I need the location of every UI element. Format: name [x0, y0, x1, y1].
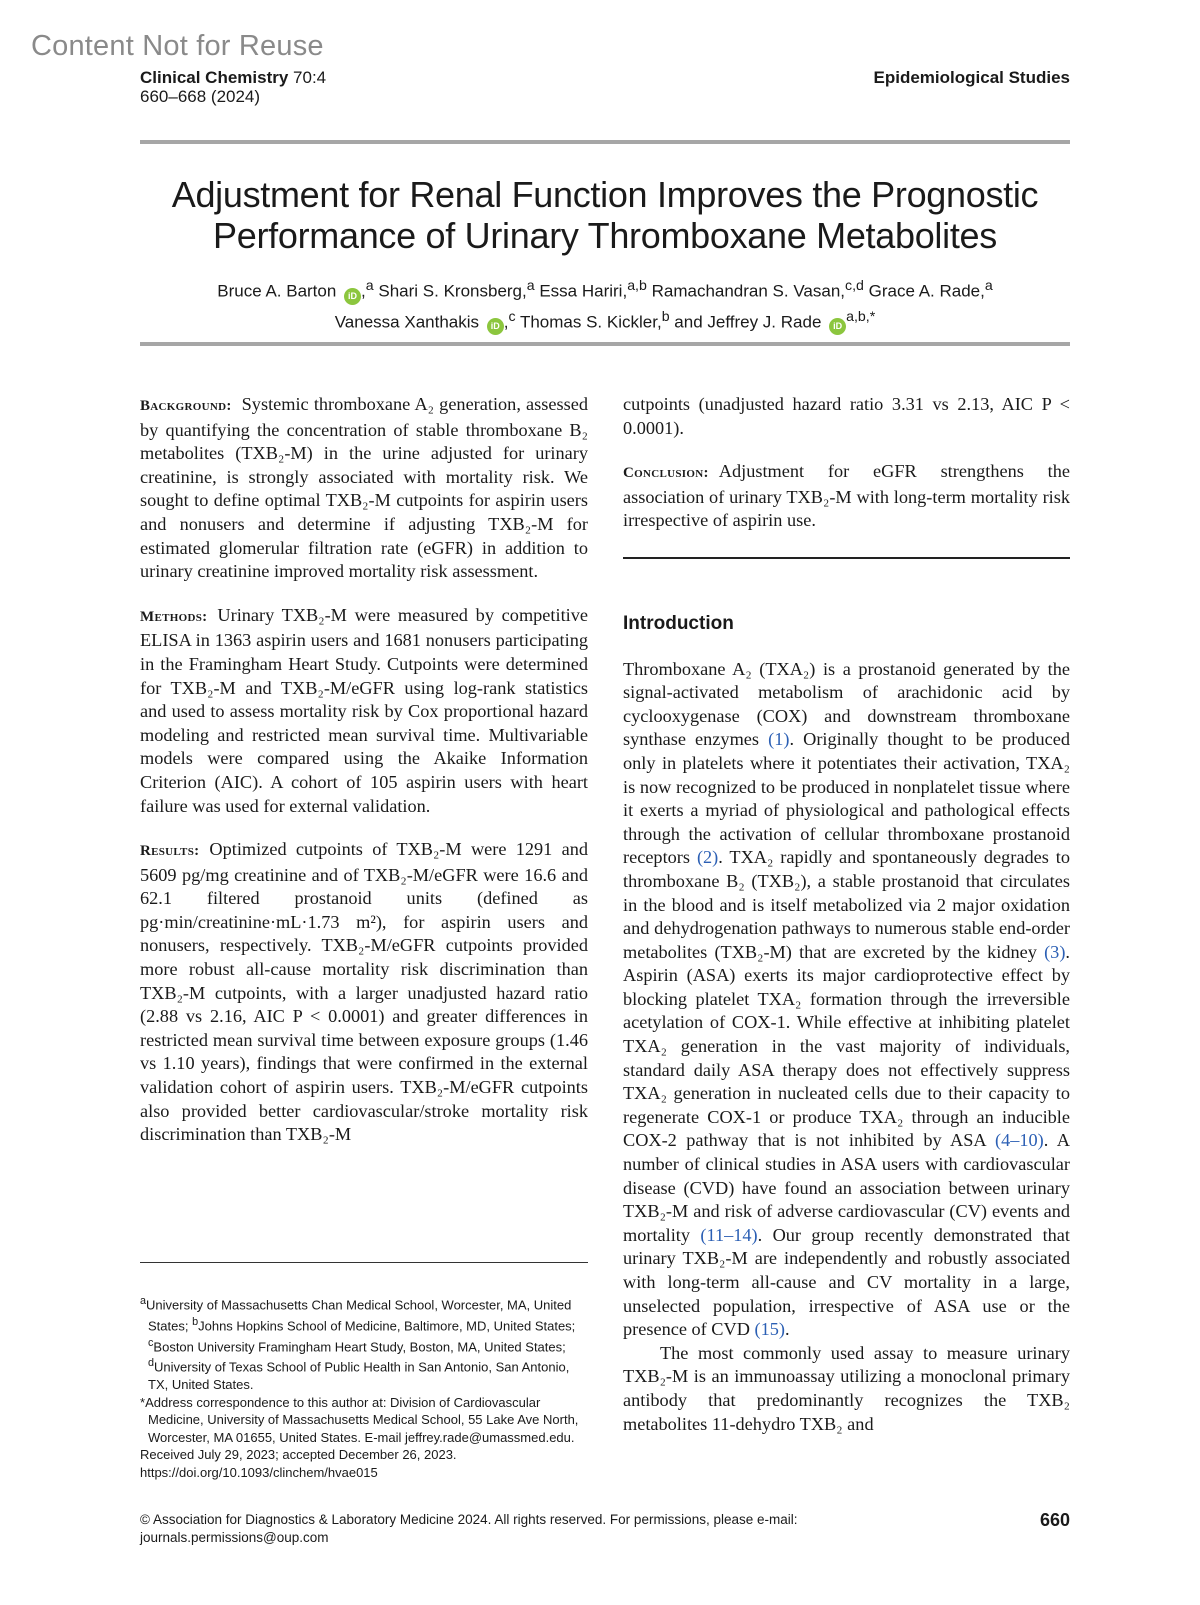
introduction-heading: Introduction [623, 612, 734, 634]
author-affil: a [526, 278, 535, 294]
orcid-icon[interactable]: iD [344, 288, 361, 305]
affiliations: $^a$University of Massachusetts Chan Medical School, Worcester, MA, United States; $^b$Johns Hopkins School of Medicine, Baltimore, MD, United States; $^c$Boston University Framingham Heart Study, Boston, MA, United States; $^d$University of Texas School of Public Health in San Antonio, San Antonio, TX, United States. [140, 1295, 576, 1393]
copyright-notice: © Association for Diagnostics & Laboratory Medicine 2024. All rights reserved. For permissions, please e-mail: journals.permissions@oup.com [140, 1511, 900, 1547]
top-rule [140, 140, 1070, 144]
abstract-left-column [140, 393, 588, 1167]
author-affil: a [984, 278, 993, 294]
results-text: Optimized cutpoints of TXB₂-M were 1291 and 5609 pg/mg creatinine and of TXB₂-M/eGFR were 16.6 and 62.1 filtered prostanoid units (defined as pg·min/creatinine·mL·1.73 m²), for aspirin users and nonusers, respectively. TXB₂-M/eGFR cutpoints provided more robust all-cause mortality risk discrimination than TXB₂-M cutpoints, with a larger unadjusted hazard ratio (2.88 vs 2.16, AIC P < 0.0001) and greater differences in restricted mean survival time between exposure groups (1.46 vs 1.10 years), findings that were confirmed in the external validation cohort of aspirin users. TXB₂-M/eGFR cutpoints also provided better cardiovascular/stroke mortality risk discrimination than TXB₂-M [140, 839, 588, 1145]
abstract-rule [140, 342, 1070, 346]
received-date: Received July 29, 2023; accepted December 26, 2023. [140, 1447, 457, 1463]
footnotes [140, 1293, 588, 1481]
corresponding-author-mark: * [869, 308, 876, 325]
right-column [623, 393, 1070, 1456]
author-affil: a,b, [846, 308, 870, 325]
author-affil: c [508, 308, 516, 325]
reference-link[interactable]: (1) [768, 729, 790, 750]
article-title [140, 174, 1070, 256]
introduction-paragraph-1: Thromboxane A₂ (TXA₂) is a prostanoid generated by the signal-activated metabolism of arachidonic acid by cyclooxygenase (COX) and downstream thromboxane synthase enzymes (1). Originally thought to be produced only in platelets where it potentiates their activation, TXA₂ is now recognized to be produced in nonplatelet tissue where it exerts a myriad of physiological and pathological effects through the activation of cellular thromboxane prostanoid receptors (2). TXA₂ rapidly and spontaneously degrades to thromboxane B₂ (TXB₂), a stable prostanoid that circulates in the blood and is itself metabolized via 2 major oxidation and dehydrogenation pathways to numerous stable end-order metabolites (TXB₂-M) that are excreted by the kidney (3). Aspirin (ASA) exerts its major cardioprotective effect by blocking platelet TXA₂ formation through the irreversible acetylation of COX-1. While effective at inhibiting platelet TXA₂ generation in the vast majority of individuals, standard daily ASA therapy does not effectively suppress TXA₂ generation in nucleated cells due to their capacity to regenerate COX-1 or produce TXA₂ through an inducible COX-2 pathway that is not inhibited by ASA (4–10). A number of clinical studies in ASA users with cardiovascular disease (CVD) have found an association between urinary TXB₂-M and risk of adverse cardiovascular (CV) events and mortality (11–14). Our group recently demonstrated that urinary TXB₂-M are independently and robustly associated with long-term all-cause and CV mortality in a large, unselected population, irrespective of ASA use or the presence of CVD (15). [623, 658, 1071, 1340]
abstract-results-continued: cutpoints (unadjusted hazard ratio 3.31 vs 2.13, AIC P < 0.0001). [623, 394, 1070, 438]
orcid-icon[interactable]: iD [487, 318, 504, 335]
section-label: Epidemiological Studies [873, 68, 1070, 87]
author-name: Bruce A. Barton [217, 281, 342, 301]
author-affil: a,b [627, 278, 647, 294]
author-name: Grace A. Rade, [863, 281, 985, 301]
conclusion-text: Adjustment for eGFR strengthens the association of urinary TXB₂-M with long-term mortality risk irrespective of aspirin use. [623, 461, 1070, 531]
abstract-results [140, 838, 588, 1147]
conclusion-label: Conclusion: [623, 465, 709, 482]
reference-link[interactable]: (15) [754, 1319, 785, 1340]
abstract-background [140, 393, 588, 584]
author-name: and Jeffrey J. Rade [669, 312, 827, 332]
page-number: 660 [1039, 1510, 1070, 1530]
orcid-icon[interactable]: iD [829, 318, 846, 335]
reference-link[interactable]: (2) [696, 847, 719, 868]
correspondence-note: *Address correspondence to this author at: Division of Cardiovascular Medicine, University of Massachusetts Medical School, 55 Lake Ave North, Worcester, MA 01655, United States. E-mail jeffrey.rade@umassmed.edu. [140, 1394, 579, 1445]
author-name: Vanessa Xanthakis [334, 312, 484, 332]
author-affil: c,d [845, 278, 864, 294]
background-label: Background: [140, 398, 232, 414]
methods-label: Methods: [140, 608, 208, 625]
title-line-2: Performance of Urinary Thromboxane Metabolites [213, 215, 997, 256]
author-affil: b [661, 308, 670, 325]
author-name: Essa Hariri, [534, 281, 628, 301]
abstract-end-rule [623, 557, 1070, 559]
abstract-methods [140, 604, 588, 818]
journal-citation [140, 68, 326, 106]
author-affil: a [365, 278, 374, 294]
background-text: Systemic thromboxane A₂ generation, assessed by quantifying the concentration of stable thromboxane B₂ metabolites (TXB₂-M) in the urine adjusted for urinary creatinine, is strongly associated with mortality risk. We sought to define optimal TXB₂-M cutpoints for aspirin users and nonusers and determine if adjusting TXB₂-M for estimated glomerular filtration rate (eGFR) in addition to urinary creatinine improved mortality risk assessment. [140, 394, 588, 582]
reference-link[interactable]: (11–14) [700, 1224, 758, 1245]
author-name: Ramachandran S. Vasan, [646, 281, 846, 301]
author-name: Thomas S. Kickler, [515, 312, 662, 332]
footnote-rule [140, 1262, 588, 1263]
abstract-conclusion [623, 460, 1070, 533]
journal-pages: 660–668 (2024) [140, 87, 261, 106]
methods-text: Urinary TXB₂-M were measured by competitive ELISA in 1363 aspirin users and 1681 nonusers participating in the Framingham Heart Study. Cutpoints were determined for TXB₂-M and TXB₂-M/eGFR using log-rank statistics and used to assess mortality risk by Cox proportional hazard modeling and restricted mean survival time. Multivariable models were compared using the Akaike Information Criterion (AIC). A cohort of 105 aspirin users with heart failure was used for external validation. [140, 604, 588, 816]
watermark: Content Not for Reuse [31, 30, 324, 62]
introduction-paragraph-2: The most commonly used assay to measure urinary TXB₂-M is an immunoassay utilizing a monoclonal primary antibody that predominantly recognizes the TXB₂ metabolites 11-dehydro TXB₂ and [623, 1342, 1070, 1434]
author-list: Bruce A. Barton iD ,$^a$ Shari S. Kronsberg,$^a$ Essa Hariri,$^{a,b}$ Ramachandran S. Vasan,$^{c,d}$ Grace A. Rade,$^a$ Vanessa Xanthakis iD ,$^c$ Thomas S. Kickler,$^b$ and Jeffrey J. Rade $iD^{a,b,*}$ [140, 274, 1070, 335]
results-label: Results: [140, 843, 200, 860]
permissions-email[interactable]: journals.permissions@oup.com [140, 1530, 329, 1545]
author-name: Shari S. Kronsberg, [373, 281, 527, 301]
doi-link[interactable]: https://doi.org/10.1093/clinchem/hvae015 [140, 1464, 378, 1480]
title-line-1: Adjustment for Renal Function Improves the Prognostic [171, 174, 1039, 215]
journal-volume: 70:4 [288, 68, 327, 87]
journal-name: Clinical Chemistry [140, 68, 289, 87]
reference-link[interactable]: (3) [1044, 941, 1066, 962]
reference-link[interactable]: (4–10) [995, 1130, 1044, 1151]
